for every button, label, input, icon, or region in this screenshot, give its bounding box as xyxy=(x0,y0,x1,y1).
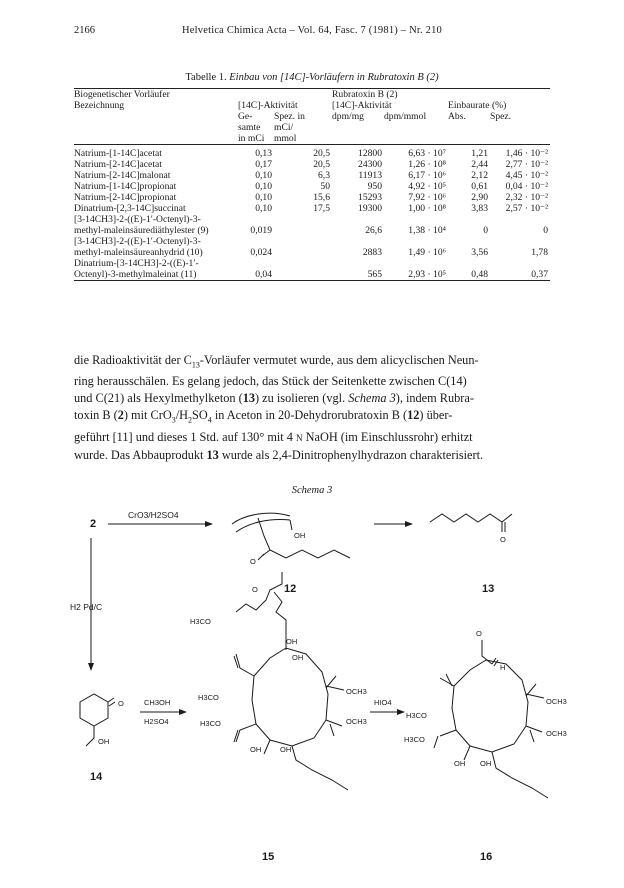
cell-name: methyl-maleinsäurediäthylester (9) xyxy=(74,225,209,236)
cell-dpm-mg: 950 xyxy=(367,181,382,192)
atom-och3-15-b: OCH3 xyxy=(346,717,367,726)
cell-abs: 0 xyxy=(483,225,488,236)
cell-gesamte xyxy=(238,258,274,269)
cell-name: Natrium-[2-14C]acetat xyxy=(74,159,162,170)
cell-einb-spez: 4,45 · 10⁻² xyxy=(505,170,548,181)
group-header-precursor: Biogenetischer Vorläufer xyxy=(74,89,332,101)
cell-dpm-mg xyxy=(332,258,384,269)
cell-abs: 3,56 xyxy=(471,247,488,258)
compound-label-14: 14 xyxy=(90,771,103,783)
cell-dpm-mg: 26,6 xyxy=(365,225,382,236)
cell-name: Natrium-[2-14C]malonat xyxy=(74,170,171,181)
cell-gesamte: 0,17 xyxy=(255,159,272,170)
atom-oh-12: OH xyxy=(294,531,306,540)
atom-och3-16-b: OCH3 xyxy=(546,729,567,738)
atom-o-12: O xyxy=(250,557,256,566)
header-einbaurate: Einbaurate (%) xyxy=(448,100,507,111)
incorporation-table xyxy=(74,88,550,281)
running-head xyxy=(74,25,550,39)
compound-label-13: 13 xyxy=(482,583,495,595)
atom-oh-14: OH xyxy=(98,737,110,746)
cell-name: methyl-maleinsäureanhydrid (10) xyxy=(74,247,203,258)
header-bezeichnung: Bezeichnung xyxy=(74,100,125,111)
cell-abs xyxy=(448,258,490,269)
cell-spez xyxy=(274,225,332,236)
cell-gesamte: 0,13 xyxy=(255,148,272,159)
cell-einb-spez: 1,78 xyxy=(531,247,548,258)
header-spez-3: mmol xyxy=(274,133,332,145)
reagent-methanol: CH3OH xyxy=(144,698,171,707)
cell-dpm-mg xyxy=(332,214,384,225)
header-aktivitaet: [14C]-Aktivität xyxy=(238,100,298,111)
paragraph-line: geführt [11] und dieses 1 Std. auf 130° mit 4 N NaOH (im Einschlussrohr) erhitzt xyxy=(74,429,473,444)
cell-dpm-mg: 19300 xyxy=(358,203,382,214)
cell-spez: 6,3 xyxy=(318,170,330,181)
cell-dpm-mg: 24300 xyxy=(358,159,382,170)
header-spez-1: Spez. in xyxy=(274,111,305,122)
cell-gesamte xyxy=(238,214,274,225)
header-spez-2: mCi/ xyxy=(274,122,294,133)
atom-oh-16-b: OH xyxy=(480,759,492,768)
cell-spez: 20,5 xyxy=(313,159,330,170)
atom-h3co-16-b: H3CO xyxy=(404,735,425,744)
atom-o-13: O xyxy=(500,535,506,544)
caption-prefix: Tabelle 1. xyxy=(185,72,227,83)
cell-abs xyxy=(448,214,490,225)
cell-spez xyxy=(274,258,332,269)
cell-gesamte: 0,10 xyxy=(255,170,272,181)
journal-title: Helvetica Chimica Acta – Vol. 64, Fasc. 7 (1981) – Nr. 210 xyxy=(182,25,442,36)
header-gesamte-3: in mCi xyxy=(238,133,274,145)
scheme-title: Schema 3 xyxy=(291,485,333,496)
cell-dpm-mg: 12800 xyxy=(358,148,382,159)
cell-abs xyxy=(448,236,490,247)
cell-dpm-mmol: 7,92 · 10⁶ xyxy=(408,192,446,203)
atom-och3-16-a: OCH3 xyxy=(546,697,567,706)
cell-name: [3-14CH3]-2-((E)-1′-Octenyl)-3- xyxy=(74,214,201,225)
cell-name: Dinatrium-[3-14CH3]-2-((E)-1′- xyxy=(74,258,199,269)
reagent-hydrogenation: H2 Pd/C xyxy=(70,602,103,612)
table-row xyxy=(74,181,550,192)
cell-einb-spez: 1,46 · 10⁻² xyxy=(505,148,548,159)
atom-oh-15-b: OH xyxy=(292,653,304,662)
header-dpm-mg: dpm/mg xyxy=(332,111,364,122)
header-spez: Spez. xyxy=(490,111,512,122)
atom-h-16: H xyxy=(500,663,506,672)
cell-einb-spez: 0,04 · 10⁻² xyxy=(505,181,548,192)
cell-dpm-mg: 2883 xyxy=(362,247,382,258)
table-row xyxy=(74,203,550,214)
atom-h3co-15-left: H3CO xyxy=(198,693,219,702)
cell-einb-spez xyxy=(490,236,550,247)
cell-einb-spez: 0 xyxy=(543,225,548,236)
cell-spez: 20,5 xyxy=(313,148,330,159)
cell-abs: 2,12 xyxy=(471,170,488,181)
compound-label-15: 15 xyxy=(262,851,275,863)
cell-einb-spez: 2,77 · 10⁻² xyxy=(505,159,548,170)
cell-dpm-mmol: 1,49 · 10⁶ xyxy=(408,247,446,258)
cell-gesamte: 0,10 xyxy=(255,203,272,214)
paragraph-line: wurde. Das Abbauprodukt 13 wurde als 2,4-Dinitrophenylhydrazon charakterisiert. xyxy=(74,447,484,462)
page-number: 2166 xyxy=(74,25,95,36)
cell-abs: 0,48 xyxy=(448,269,490,281)
atom-h3co-15-top: H3CO xyxy=(190,617,211,626)
cell-dpm-mg: 15293 xyxy=(358,192,382,203)
header-abs: Abs. xyxy=(448,111,466,122)
cell-einb-spez: 2,57 · 10⁻² xyxy=(505,203,548,214)
table-caption xyxy=(74,72,550,83)
cell-dpm-mmol: 1,00 · 10⁸ xyxy=(408,203,446,214)
reagent-sulfuric: H2SO4 xyxy=(144,717,169,726)
cell-abs: 0,61 xyxy=(471,181,488,192)
table-row xyxy=(74,148,550,159)
cell-name: Natrium-[2-14C]propionat xyxy=(74,192,177,203)
cell-dpm-mg: 565 xyxy=(332,269,384,281)
table-row xyxy=(74,247,550,258)
cell-dpm-mg xyxy=(332,236,384,247)
cell-gesamte xyxy=(238,236,274,247)
paragraph-line: toxin B (2) mit $CrO_3/H_2SO_4$ in Aceton in 20-Dehydrorubratoxin B (12) über- xyxy=(74,408,453,425)
structure-12 xyxy=(232,513,350,560)
cell-name: Dinatrium-[2,3-14C]succinat xyxy=(74,203,186,214)
atom-h3co-16-a: H3CO xyxy=(406,711,427,720)
cell-einb-spez xyxy=(490,258,550,269)
paragraph-line: und C(21) als Hexylmethylketon (13) zu isolieren (vgl. Schema 3), indem Rubra- xyxy=(74,391,474,406)
cell-dpm-mmol: 6,63 · 10⁷ xyxy=(408,148,446,159)
reaction-scheme xyxy=(0,480,624,888)
cell-abs: 2,44 xyxy=(471,159,488,170)
atom-oh-15-d: OH xyxy=(280,745,292,754)
cell-name: Natrium-[1-14C]propionat xyxy=(74,181,177,192)
cell-gesamte: 0,10 xyxy=(255,181,272,192)
cell-spez xyxy=(274,236,332,247)
body-paragraph xyxy=(74,352,550,464)
cell-abs: 1,21 xyxy=(471,148,488,159)
compound-label-12: 12 xyxy=(284,583,297,595)
table-row xyxy=(74,170,550,181)
cell-spez xyxy=(274,269,332,281)
header-dpm-mmol: dpm/mmol xyxy=(384,111,427,122)
cell-name: Octenyl)-3-methylmaleinat (11) xyxy=(74,269,238,281)
structure-13 xyxy=(430,514,512,532)
header-gesamte-2: samte xyxy=(238,122,261,133)
paragraph-line: ring herausschälen. Es gelang jedoch, das Stück der Seitenkette zwischen C(14) xyxy=(74,374,467,389)
cell-name: [3-14CH3]-2-((E)-1′-Octenyl)-3- xyxy=(74,236,201,247)
compound-label-2: 2 xyxy=(90,518,97,530)
atom-o-14: O xyxy=(118,699,124,708)
table-row xyxy=(74,236,550,247)
cell-gesamte: 0,019 xyxy=(250,225,272,236)
atom-h3co-15-left2: H3CO xyxy=(200,719,221,728)
cell-spez: 15,6 xyxy=(313,192,330,203)
cell-gesamte: 0,024 xyxy=(250,247,272,258)
cell-abs: 2,90 xyxy=(471,192,488,203)
cell-spez xyxy=(274,214,332,225)
cell-dpm-mmol: 4,92 · 10⁵ xyxy=(408,181,446,192)
cell-dpm-mmol: 1,26 · 10⁸ xyxy=(408,159,446,170)
atom-oh-15-c: OH xyxy=(250,745,262,754)
atom-o-15-top: O xyxy=(252,585,258,594)
cell-abs: 3,83 xyxy=(471,203,488,214)
cell-dpm-mmol: 6,17 · 10⁶ xyxy=(408,170,446,181)
cell-gesamte: 0,10 xyxy=(255,192,272,203)
atom-och3-15-a: OCH3 xyxy=(346,687,367,696)
table-row xyxy=(74,258,550,269)
structure-16 xyxy=(434,640,548,798)
cell-spez xyxy=(274,247,332,258)
header-gesamte-1: Ge- xyxy=(238,111,253,122)
header-rubra-aktivitaet: [14C]-Aktivität xyxy=(332,100,392,111)
cell-dpm-mmol xyxy=(384,258,448,269)
group-header-rubratoxin: Rubratoxin B (2) xyxy=(332,89,550,101)
paragraph-line: die Radioaktivität der $C_{13}$-Vorläufer vermutet wurde, aus dem alicyclischen Neun- xyxy=(74,353,479,370)
reagent-oxidation: CrO3/H2SO4 xyxy=(128,510,179,520)
table-row xyxy=(74,225,550,236)
cell-einb-spez: 2,32 · 10⁻² xyxy=(505,192,548,203)
cell-dpm-mmol: 1,38 · 10⁴ xyxy=(408,225,446,236)
atom-o-16: O xyxy=(476,629,482,638)
reagent-periodate: HIO4 xyxy=(374,698,392,707)
cell-spez: 50 xyxy=(320,181,330,192)
table-row xyxy=(74,269,550,281)
cell-einb-spez: 0,37 xyxy=(490,269,550,281)
cell-dpm-mmol: 2,93 · 10⁵ xyxy=(384,269,448,281)
caption-title: Einbau von [14C]-Vorläufern in Rubratoxin B (2) xyxy=(229,72,439,83)
atom-oh-16-a: OH xyxy=(454,759,466,768)
cell-spez: 17,5 xyxy=(313,203,330,214)
cell-einb-spez xyxy=(490,214,550,225)
table-row xyxy=(74,192,550,203)
cell-dpm-mmol xyxy=(384,236,448,247)
atom-oh-15-a: OH xyxy=(286,637,298,646)
cell-name: Natrium-[1-14C]acetat xyxy=(74,148,162,159)
structure-15 xyxy=(234,572,348,790)
cell-gesamte: 0,04 xyxy=(238,269,274,281)
cell-dpm-mg: 11913 xyxy=(358,170,382,181)
compound-label-16: 16 xyxy=(480,851,493,863)
cell-dpm-mmol xyxy=(384,214,448,225)
table-row xyxy=(74,159,550,170)
table-row xyxy=(74,214,550,225)
